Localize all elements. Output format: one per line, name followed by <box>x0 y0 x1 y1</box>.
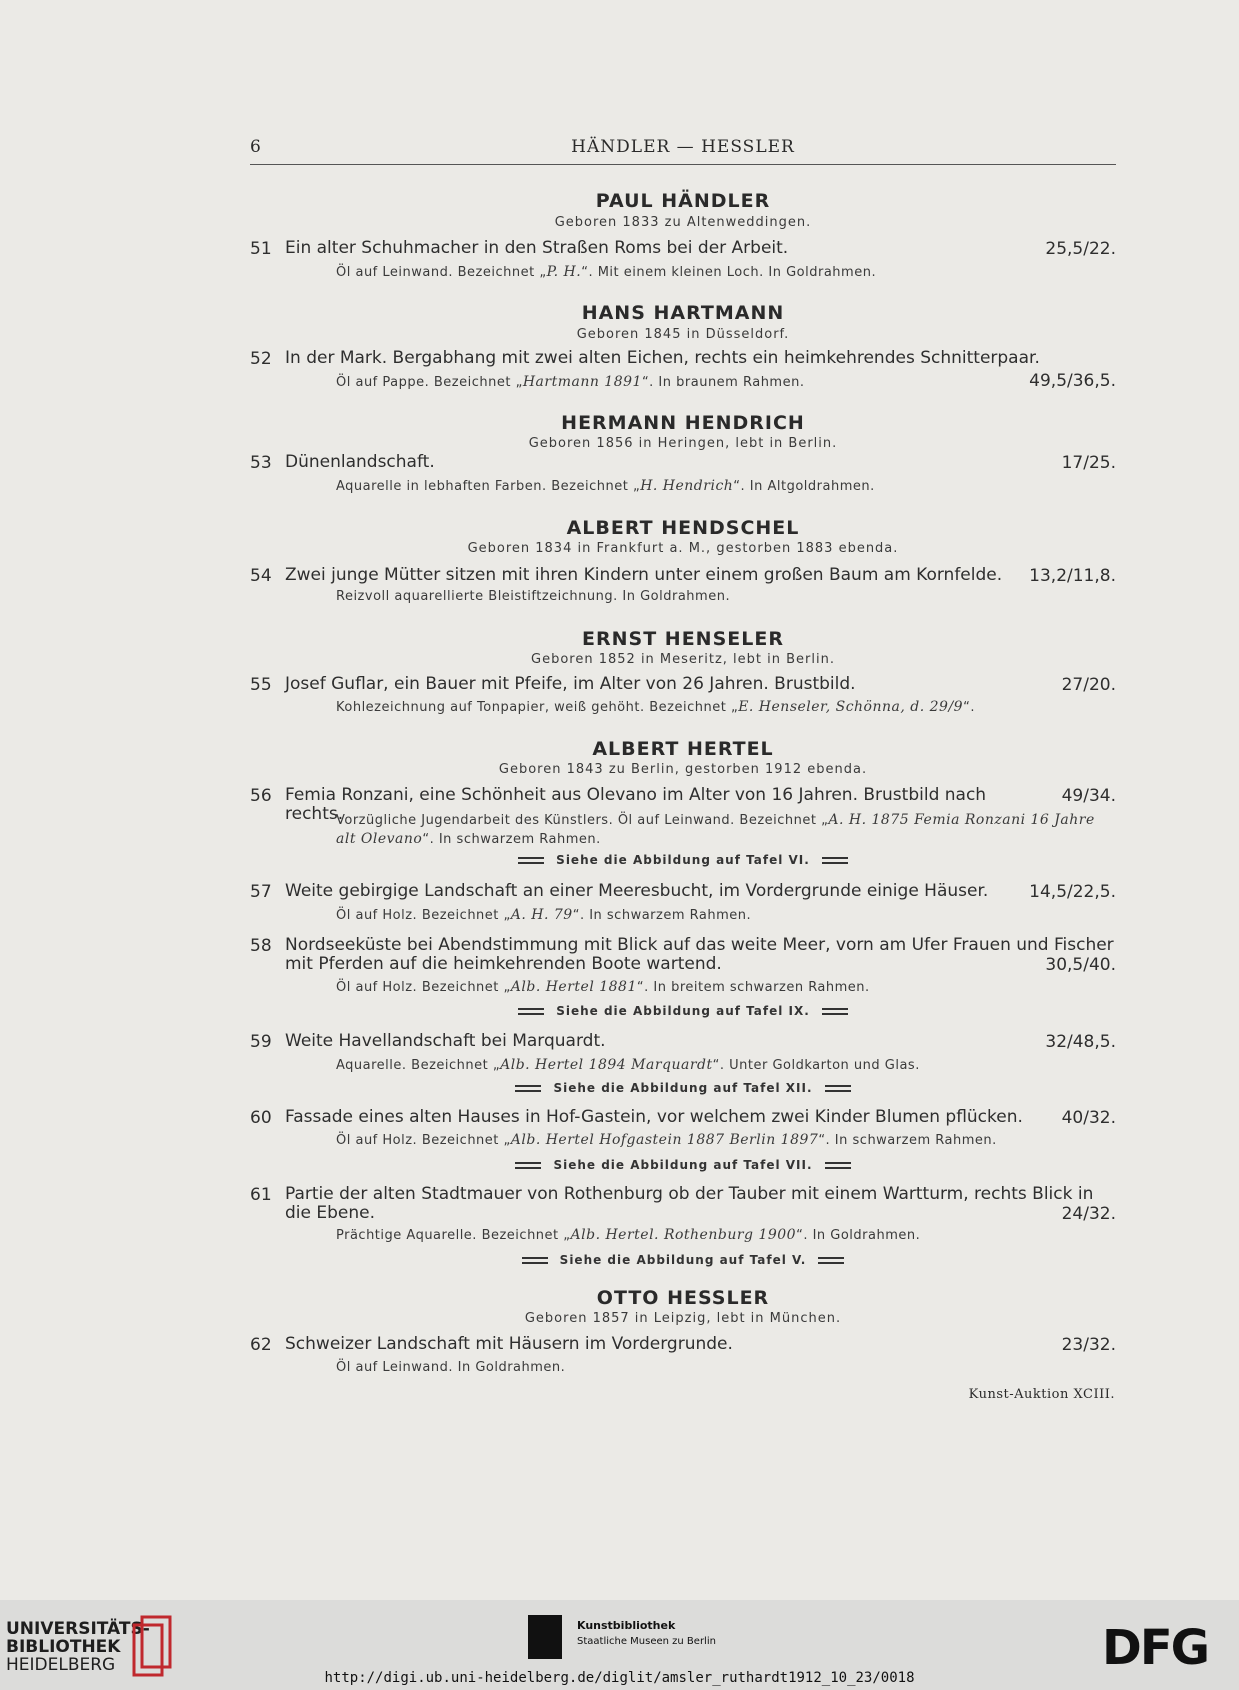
artist-birth: Geboren 1833 zu Altenweddingen. <box>554 215 812 230</box>
note-text: “. In schwarzem Rahmen. <box>572 908 752 923</box>
plate-text: Siehe die Abbildung auf Tafel V. <box>559 1253 807 1267</box>
kb-line: Kunstbibliothek <box>577 1619 676 1632</box>
note-text: Reizvoll aquarellierte Bleistiftzeichnung. In Goldrahmen. <box>336 589 731 604</box>
signature: A. H. 79 <box>510 907 573 923</box>
running-title: HÄNDLER — HESSLER <box>571 137 795 157</box>
plate-text: Siehe die Abbildung auf Tafel XII. <box>553 1081 813 1095</box>
plate-reference <box>250 853 1116 867</box>
note-text: “. In schwarzem Rahmen. <box>818 1133 997 1148</box>
lot-number: 56 <box>250 786 272 806</box>
lot-title: Nordseeküste bei Abendstimmung mit Blick auf das weite Meer, vorn am Ufer Frauen und Fischer mit Pferden auf die heimkehrenden Boote wartend. <box>285 935 1114 974</box>
lot-title: Weite Havellandschaft bei Marquardt. <box>285 1031 606 1051</box>
artist-name: ALBERT HENDSCHEL <box>566 517 800 539</box>
lot-note <box>336 1226 1116 1245</box>
plate-text: Siehe die Abbildung auf Tafel IX. <box>556 1004 810 1018</box>
lot-note <box>336 588 1116 606</box>
dfg-logo: DFG <box>1102 1620 1209 1676</box>
lot-note <box>336 906 1116 925</box>
lot-dimensions: 13,2/11,8. <box>1029 566 1116 586</box>
signature: E. Henseler, Schönna, d. 29/9 <box>738 699 964 715</box>
plate-reference <box>250 1253 1116 1267</box>
note-text: Öl auf Leinwand. In Goldrahmen. <box>336 1360 566 1375</box>
lot-title: Weite gebirgige Landschaft an einer Meeresbucht, im Vordergrunde einige Häuser. <box>285 881 989 901</box>
artist-birth: Geboren 1845 in Düsseldorf. <box>576 327 790 342</box>
lot-number: 60 <box>250 1108 272 1128</box>
double-rule <box>518 857 544 864</box>
lot-dimensions: 49/34. <box>1061 786 1116 806</box>
lot-note <box>336 1056 1116 1075</box>
signature: Alb. Hertel 1894 Marquardt <box>500 1057 713 1073</box>
ub-line: UNIVERSITÄTS- <box>6 1619 150 1639</box>
double-rule <box>515 1162 541 1169</box>
lot-number: 51 <box>250 239 272 259</box>
double-rule <box>818 1257 844 1264</box>
signature: Hartmann 1891 <box>522 374 642 390</box>
artist-name: HANS HARTMANN <box>581 302 785 324</box>
lot-note <box>336 978 1116 997</box>
lot-dimensions: 32/48,5. <box>1045 1032 1116 1052</box>
artist-name: PAUL HÄNDLER <box>595 190 771 212</box>
artist-name: OTTO HESSLER <box>596 1287 770 1309</box>
signature: Alb. Hertel 1881 <box>510 979 637 995</box>
lot-title: Femia Ronzani, eine Schönheit aus Olevano im Alter von 16 Jahren. Brustbild nach rechts. <box>285 785 987 824</box>
note-text: “. Unter Goldkarton und Glas. <box>712 1058 920 1073</box>
lot-number: 62 <box>250 1335 272 1355</box>
note-text: Prächtige Aquarelle. Bezeichnet „ <box>336 1228 571 1243</box>
note-text: Öl auf Pappe. Bezeichnet „ <box>336 375 523 390</box>
lot-note <box>336 373 1116 392</box>
signature: P. H. <box>546 264 582 280</box>
plate-reference <box>250 1081 1116 1095</box>
kb-line: Staatliche Museen zu Berlin <box>577 1636 716 1647</box>
lot-title: Partie der alten Stadtmauer von Rothenburg ob der Tauber mit einem Wartturm, rechts Blick in die Ebene. <box>285 1184 1094 1223</box>
note-text: “. In Altgoldrahmen. <box>733 479 875 494</box>
lot-note <box>336 698 1116 717</box>
lot-number: 61 <box>250 1185 272 1205</box>
artist-birth: Geboren 1852 in Meseritz, lebt in Berlin. <box>531 652 835 667</box>
double-rule <box>518 1008 544 1015</box>
lot-note <box>336 263 1116 282</box>
note-text: “. <box>963 700 975 715</box>
artist-birth: Geboren 1857 in Leipzig, lebt in München. <box>524 1311 842 1326</box>
artist-name: HERMANN HENDRICH <box>561 412 805 434</box>
lot-title: Josef Guflar, ein Bauer mit Pfeife, im Alter von 26 Jahren. Brustbild. <box>285 674 856 694</box>
artist-birth: Geboren 1834 in Frankfurt a. M., gestorben 1883 ebenda. <box>467 541 899 556</box>
lot-dimensions: 25,5/22. <box>1045 239 1116 259</box>
artist-name: ALBERT HERTEL <box>592 738 774 760</box>
artist-birth: Geboren 1856 in Heringen, lebt in Berlin. <box>528 436 838 451</box>
lot-note <box>336 477 1116 496</box>
lot-dimensions: 14,5/22,5. <box>1029 882 1116 902</box>
double-rule <box>825 1162 851 1169</box>
note-text: “. In breitem schwarzen Rahmen. <box>636 980 870 995</box>
auction-footnote: Kunst-Auktion XCIII. <box>968 1387 1115 1402</box>
permalink-url[interactable]: http://digi.ub.uni-heidelberg.de/diglit/amsler_ruthardt1912_10_23/0018 <box>324 1670 915 1686</box>
signature: Alb. Hertel. Rothenburg 1900 <box>570 1227 797 1243</box>
double-rule <box>515 1085 541 1092</box>
lot-number: 53 <box>250 453 272 473</box>
double-rule <box>822 857 848 864</box>
plate-reference <box>250 1158 1116 1172</box>
lot-number: 55 <box>250 675 272 695</box>
artist-name: ERNST HENSELER <box>582 628 784 650</box>
lot-dimensions: 27/20. <box>1061 675 1116 695</box>
note-text: “. In Goldrahmen. <box>796 1228 921 1243</box>
note-text: “. Mit einem kleinen Loch. In Goldrahmen. <box>581 265 877 280</box>
artist-birth: Geboren 1843 zu Berlin, gestorben 1912 ebenda. <box>498 762 868 777</box>
lot-title: Zwei junge Mütter sitzen mit ihren Kindern unter einem großen Baum am Kornfelde. <box>285 565 1003 585</box>
lot-note <box>336 1131 1116 1150</box>
lot-number: 58 <box>250 936 272 956</box>
plate-reference <box>250 1004 1116 1018</box>
lot-dimensions: 24/32. <box>1061 1204 1116 1224</box>
lot-title: Ein alter Schuhmacher in den Straßen Roms bei der Arbeit. <box>285 238 789 258</box>
signature: Alb. Hertel Hofgastein 1887 Berlin 1897 <box>510 1132 819 1148</box>
lot-number: 57 <box>250 882 272 902</box>
header-rule <box>250 164 1116 165</box>
plate-text: Siehe die Abbildung auf Tafel VI. <box>556 853 810 867</box>
note-text: Öl auf Holz. Bezeichnet „ <box>336 980 511 995</box>
note-text: Öl auf Holz. Bezeichnet „ <box>336 1133 511 1148</box>
lot-number: 59 <box>250 1032 272 1052</box>
double-rule <box>522 1257 548 1264</box>
lot-number: 54 <box>250 566 272 586</box>
double-rule <box>825 1085 851 1092</box>
lot-title: Schweizer Landschaft mit Häusern im Vordergrunde. <box>285 1334 733 1354</box>
note-text: Vorzügliche Jugendarbeit des Künstlers. Öl auf Leinwand. Bezeichnet „ <box>336 813 829 828</box>
kunstbibliothek-logo-icon <box>528 1615 562 1659</box>
note-text: Kohlezeichnung auf Tonpapier, weiß gehöht. Bezeichnet „ <box>336 700 739 715</box>
note-text: “. In schwarzem Rahmen. <box>422 832 601 847</box>
lot-dimensions: 40/32. <box>1061 1108 1116 1128</box>
kunstbibliothek-label <box>577 1618 716 1649</box>
note-text: Aquarelle in lebhaften Farben. Bezeichnet „ <box>336 479 641 494</box>
lot-dimensions: 49,5/36,5. <box>1029 371 1116 391</box>
plate-text: Siehe die Abbildung auf Tafel VII. <box>553 1158 813 1172</box>
ub-line: BIBLIOTHEK <box>6 1637 121 1657</box>
note-text: Öl auf Leinwand. Bezeichnet „ <box>336 265 547 280</box>
lot-title: Dünenlandschaft. <box>285 452 435 472</box>
lot-dimensions: 23/32. <box>1061 1335 1116 1355</box>
lot-dimensions: 17/25. <box>1061 453 1116 473</box>
page-number: 6 <box>250 137 262 157</box>
note-text: “. In braunem Rahmen. <box>641 375 805 390</box>
double-rule <box>822 1008 848 1015</box>
running-header <box>250 137 1116 163</box>
lot-title: Fassade eines alten Hauses in Hof-Gastein, vor welchem zwei Kinder Blumen pflücken. <box>285 1107 1023 1127</box>
lot-note <box>336 811 1116 849</box>
signature: A. H. 1875 Femia Ronzani 16 Jahre alt Olevano <box>336 812 1095 847</box>
lot-number: 52 <box>250 349 272 369</box>
signature: H. Hendrich <box>640 478 734 494</box>
lot-note <box>336 1359 1116 1377</box>
note-text: Aquarelle. Bezeichnet „ <box>336 1058 501 1073</box>
ub-line: HEIDELBERG <box>6 1655 116 1675</box>
lot-dimensions: 30,5/40. <box>1045 955 1116 975</box>
lot-title: In der Mark. Bergabhang mit zwei alten Eichen, rechts ein heimkehrendes Schnitterpaar. <box>285 348 1040 368</box>
note-text: Öl auf Holz. Bezeichnet „ <box>336 908 511 923</box>
